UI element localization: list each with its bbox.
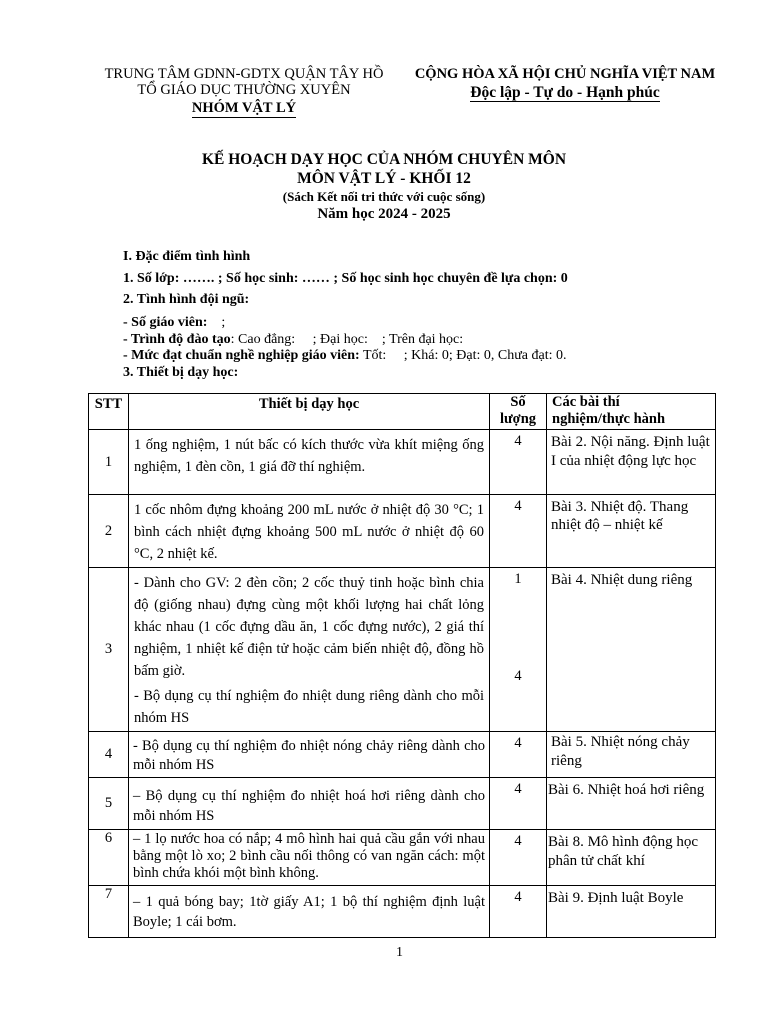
table-row <box>89 886 716 938</box>
row-equipment-text: 1 cốc nhôm đựng khoảng 200 mL nước ở nhiệt độ 30 °C; 1 bình cách nhiệt đựng khoảng 500 mL nước ở nhiệt độ 60 °C, 2 nhiệt kế. <box>134 502 484 562</box>
row-lesson: Bài 4. Nhiệt dung riêng <box>547 568 716 732</box>
org-name: TRUNG TÂM GDNN-GDTX QUẬN TÂY HỒ <box>104 66 384 82</box>
table-row <box>89 495 716 568</box>
class-count-line: 1. Số lớp: ……. ; Số học sinh: …… ; Số học sinh học chuyên đề lựa chọn: 0 <box>123 271 568 286</box>
doc-title-line2: MÔN VẬT LÝ - KHỐI 12 <box>297 170 471 187</box>
col-header-lessons-line1: Các bài thí <box>552 394 620 410</box>
row-stt: 5 <box>89 778 129 830</box>
row-lesson: Bài 3. Nhiệt độ. Thang nhiệt độ – nhiệt kế <box>547 495 716 568</box>
training-line <box>123 332 463 348</box>
group-name-text: NHÓM VẬT LÝ <box>191 100 297 116</box>
equipment-heading: 3. Thiết bị dạy học: <box>123 365 239 380</box>
row-lesson: Bài 2. Nội năng. Định luật I của nhiệt động lực học <box>547 430 716 495</box>
table-row <box>89 778 716 830</box>
row-qty: 4 <box>490 830 547 886</box>
row-stt: 4 <box>89 732 129 778</box>
row-qty: 4 <box>490 886 547 938</box>
row-equipment: – 1 lọ nước hoa có nắp; 4 mô hình hai quả cầu gắn với nhau bằng một lò xo; 2 bình cầu nối thông có van ngăn cách: một bình chứa khói một bình không. <box>129 830 490 886</box>
page-number: 1 <box>396 945 403 960</box>
row-stt: 6 <box>89 830 129 886</box>
row-qty: 4 <box>490 430 547 495</box>
org-header <box>88 66 400 118</box>
table-row <box>89 568 716 732</box>
row-equipment: – Bộ dụng cụ thí nghiệm đo nhiệt hoá hơi riêng dành cho mỗi nhóm HS <box>129 778 490 830</box>
doc-title-line1: KẾ HOẠCH DẠY HỌC CỦA NHÓM CHUYÊN MÔN <box>201 151 567 168</box>
teacher-count-line <box>123 315 225 331</box>
col-header-equipment: Thiết bị dạy học <box>129 394 490 430</box>
standard-value: Tốt: ; Khá: 0; Đạt: 0, Chưa đạt: 0. <box>359 348 567 363</box>
row-equipment <box>129 495 490 568</box>
row-equipment: 1 ống nghiệm, 1 nút bấc có kích thước vừa khít miệng ống nghiệm, 1 đèn cồn, 1 giá đỡ thí nghiệm. <box>129 430 490 495</box>
col-header-lessons-line2: nghiệm/thực hành <box>552 411 666 427</box>
col-header-qty <box>490 394 547 430</box>
department-name: TỔ GIÁO DỤC THƯỜNG XUYÊN <box>137 82 351 98</box>
col-header-qty-line2: lượng <box>499 411 537 427</box>
row-qty: 4 <box>490 732 547 778</box>
table-row <box>89 732 716 778</box>
row-equipment <box>129 568 490 732</box>
row-equipment-part2: - Bộ dụng cụ thí nghiệm đo nhiệt dung riêng dành cho mỗi nhóm HS <box>134 688 484 726</box>
table-row <box>89 830 716 886</box>
doc-subtitle: (Sách Kết nối tri thức với cuộc sống) <box>282 189 486 204</box>
row-qty <box>490 568 547 732</box>
row-lesson: Bài 6. Nhiệt hoá hơi riêng <box>547 778 716 830</box>
row-lesson: Bài 5. Nhiệt nóng chảy riêng <box>547 732 716 778</box>
col-header-qty-line1: Số <box>510 394 526 410</box>
row-equipment: – 1 quả bóng bay; 1tờ giấy A1; 1 bộ thí nghiệm định luật Boyle; 1 cái bơm. <box>129 886 490 938</box>
standard-line <box>123 348 567 364</box>
teacher-count-label: - Số giáo viên: <box>123 315 208 330</box>
training-value: : Cao đẳng: ; Đại học: ; Trên đại học: <box>230 332 464 347</box>
row-stt: 1 <box>89 430 129 495</box>
standard-label: - Mức đạt chuẩn nghề nghiệp giáo viên: <box>123 348 360 363</box>
section-heading: I. Đặc điểm tình hình <box>123 249 251 264</box>
row-qty-part1: 1 <box>514 571 522 587</box>
col-header-stt: STT <box>89 394 129 430</box>
national-header <box>405 66 725 104</box>
col-header-lessons <box>547 394 716 430</box>
training-label: - Trình độ đào tạo <box>123 332 231 347</box>
school-year: Năm học 2024 - 2025 <box>317 206 451 222</box>
row-qty: 4 <box>490 495 547 568</box>
national-motto-text: Độc lập - Tự do - Hạnh phúc <box>470 84 660 101</box>
row-qty: 4 <box>490 778 547 830</box>
row-stt: 3 <box>89 568 129 732</box>
row-stt: 7 <box>89 886 129 938</box>
row-lesson: Bài 8. Mô hình động học phân tử chất khí <box>547 830 716 886</box>
row-equipment: - Bộ dụng cụ thí nghiệm đo nhiệt nóng chảy riêng dành cho mỗi nhóm HS <box>129 732 490 778</box>
row-equipment-part1: - Dành cho GV: 2 đèn cồn; 2 cốc thuỷ tinh hoặc bình chia độ (giống nhau) đựng cùng một khối lượng hai chất lỏng khác nhau (1 cốc đựng dầu ăn, 1 cốc đựng nước), 2 giá thí nghiệm, 1 nhiệt kế điện tử hoặc cảm biến nhiệt độ, đồng hồ bấm giờ. <box>134 575 484 679</box>
table-header-row <box>89 394 716 430</box>
national-motto <box>405 82 725 104</box>
staff-heading: 2. Tình hình đội ngũ: <box>123 292 250 307</box>
row-lesson: Bài 9. Định luật Boyle <box>547 886 716 938</box>
teacher-count-value: ; <box>207 315 226 330</box>
row-qty-part2: 4 <box>514 668 522 684</box>
national-title: CỘNG HÒA XÃ HỘI CHỦ NGHĨA VIỆT NAM <box>414 66 716 82</box>
row-stt: 2 <box>89 495 129 568</box>
table-row <box>89 430 716 495</box>
equipment-table <box>88 393 716 938</box>
group-name <box>88 98 400 118</box>
